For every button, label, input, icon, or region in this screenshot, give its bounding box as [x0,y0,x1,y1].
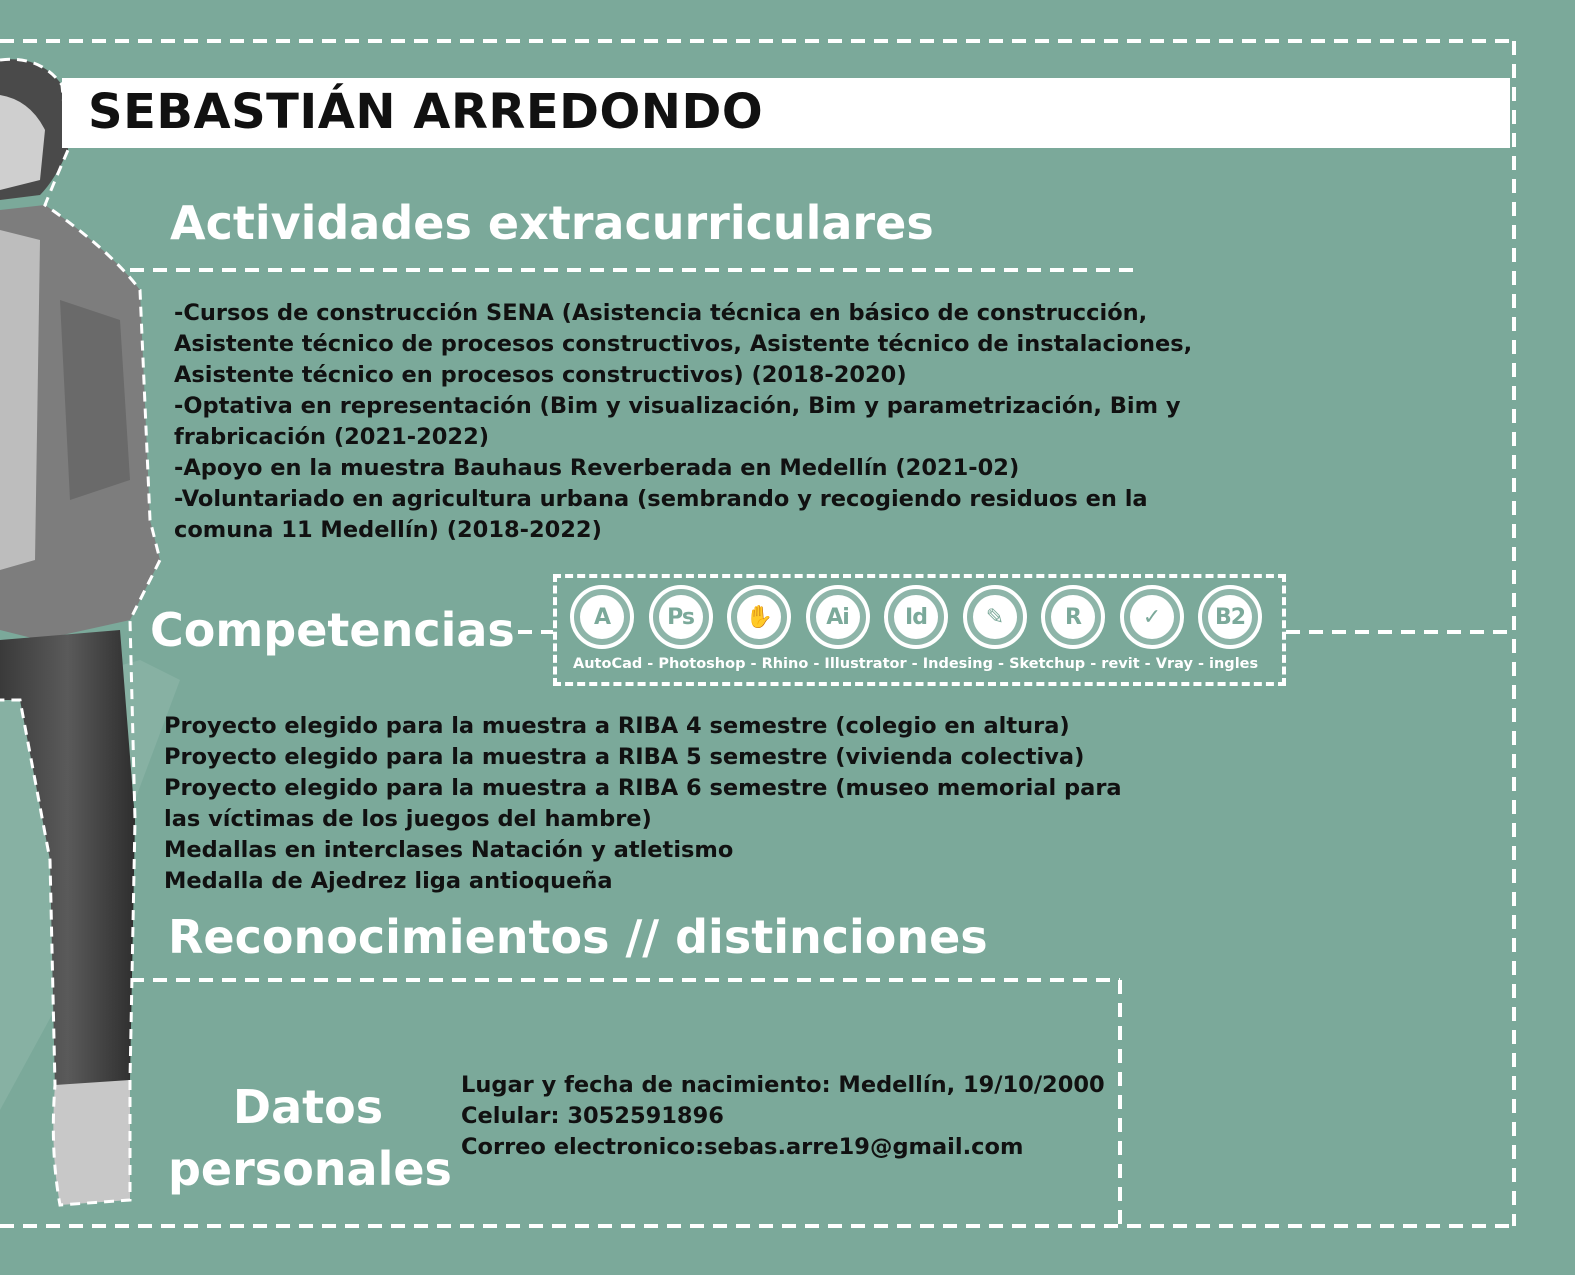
sketchup-icon [963,585,1027,649]
activity-line: -Cursos de construcción SENA (Asistencia técnica en básico de construcción, [174,300,1148,326]
photoshop-icon [649,585,713,649]
person-shoe [53,1080,130,1205]
personal-heading-line: Datos [232,1080,384,1134]
skill-glyph: ✓ [1130,595,1174,639]
award-line: Medallas en interclases Natación y atletismo [164,837,734,863]
activity-line: Asistente técnico en procesos constructivos) (2018-2020) [174,362,907,388]
personal-heading-line: personales [168,1142,452,1196]
skill-glyph: B2 [1208,595,1252,639]
skills-icons [570,585,1270,649]
activity-line: -Voluntariado en agricultura urbana (sembrando y recogiendo residuos en la [174,486,1148,512]
activity-line: -Optativa en representación (Bim y visualización, Bim y parametrización, Bim y [174,393,1181,419]
personal-list [461,1070,1121,1163]
skill-glyph: ✋ [737,595,781,639]
person-name: SEBASTIÁN ARREDONDO [88,84,764,140]
awards-list [164,711,1144,897]
activity-line: comuna 11 Medellín) (2018-2022) [174,517,602,543]
skill-glyph: R [1051,595,1095,639]
vray-icon [1120,585,1184,649]
award-line: Medalla de Ajedrez liga antioqueña [164,868,613,894]
revit-icon [1041,585,1105,649]
email-info[interactable]: Correo electronico:sebas.arre19@gmail.com [461,1134,1024,1160]
personal-heading [168,1076,452,1200]
skill-glyph: A [580,595,624,639]
award-line: Proyecto elegido para la muestra a RIBA 4 semestre (colegio en altura) [164,713,1070,739]
skills-heading: Competencias [150,603,515,657]
birth-info: Lugar y fecha de nacimiento: Medellín, 19/10/2000 [461,1072,1105,1098]
rhino-icon [727,585,791,649]
phone-info: Celular: 3052591896 [461,1103,724,1129]
activity-line: Asistente técnico de procesos constructivos, Asistente técnico de instalaciones, [174,331,1193,357]
skill-glyph: ✎ [973,595,1017,639]
skill-glyph: Ps [659,595,703,639]
award-line: Proyecto elegido para la muestra a RIBA 5 semestre (vivienda colectiva) [164,744,1085,770]
skill-glyph: Id [894,595,938,639]
illustrator-icon [806,585,870,649]
autocad-icon [570,585,634,649]
english-b2-icon [1198,585,1262,649]
indesign-icon [884,585,948,649]
award-line: Proyecto elegido para la muestra a RIBA 6 semestre (museo memorial para [164,775,1122,801]
skills-caption: AutoCad - Photoshop - Rhino - Illustrator - Indesing - Sketchup - revit - Vray - ingles [573,656,1259,672]
awards-heading: Reconocimientos // distinciones [168,910,988,964]
skill-glyph: Ai [816,595,860,639]
award-line: las víctimas de los juegos del hambre) [164,806,652,832]
activity-line: frabricación (2021-2022) [174,424,490,450]
activity-line: -Apoyo en la muestra Bauhaus Reverberada en Medellín (2021-02) [174,455,1020,481]
activities-heading: Actividades extracurriculares [170,196,934,250]
activities-list [174,298,1214,546]
